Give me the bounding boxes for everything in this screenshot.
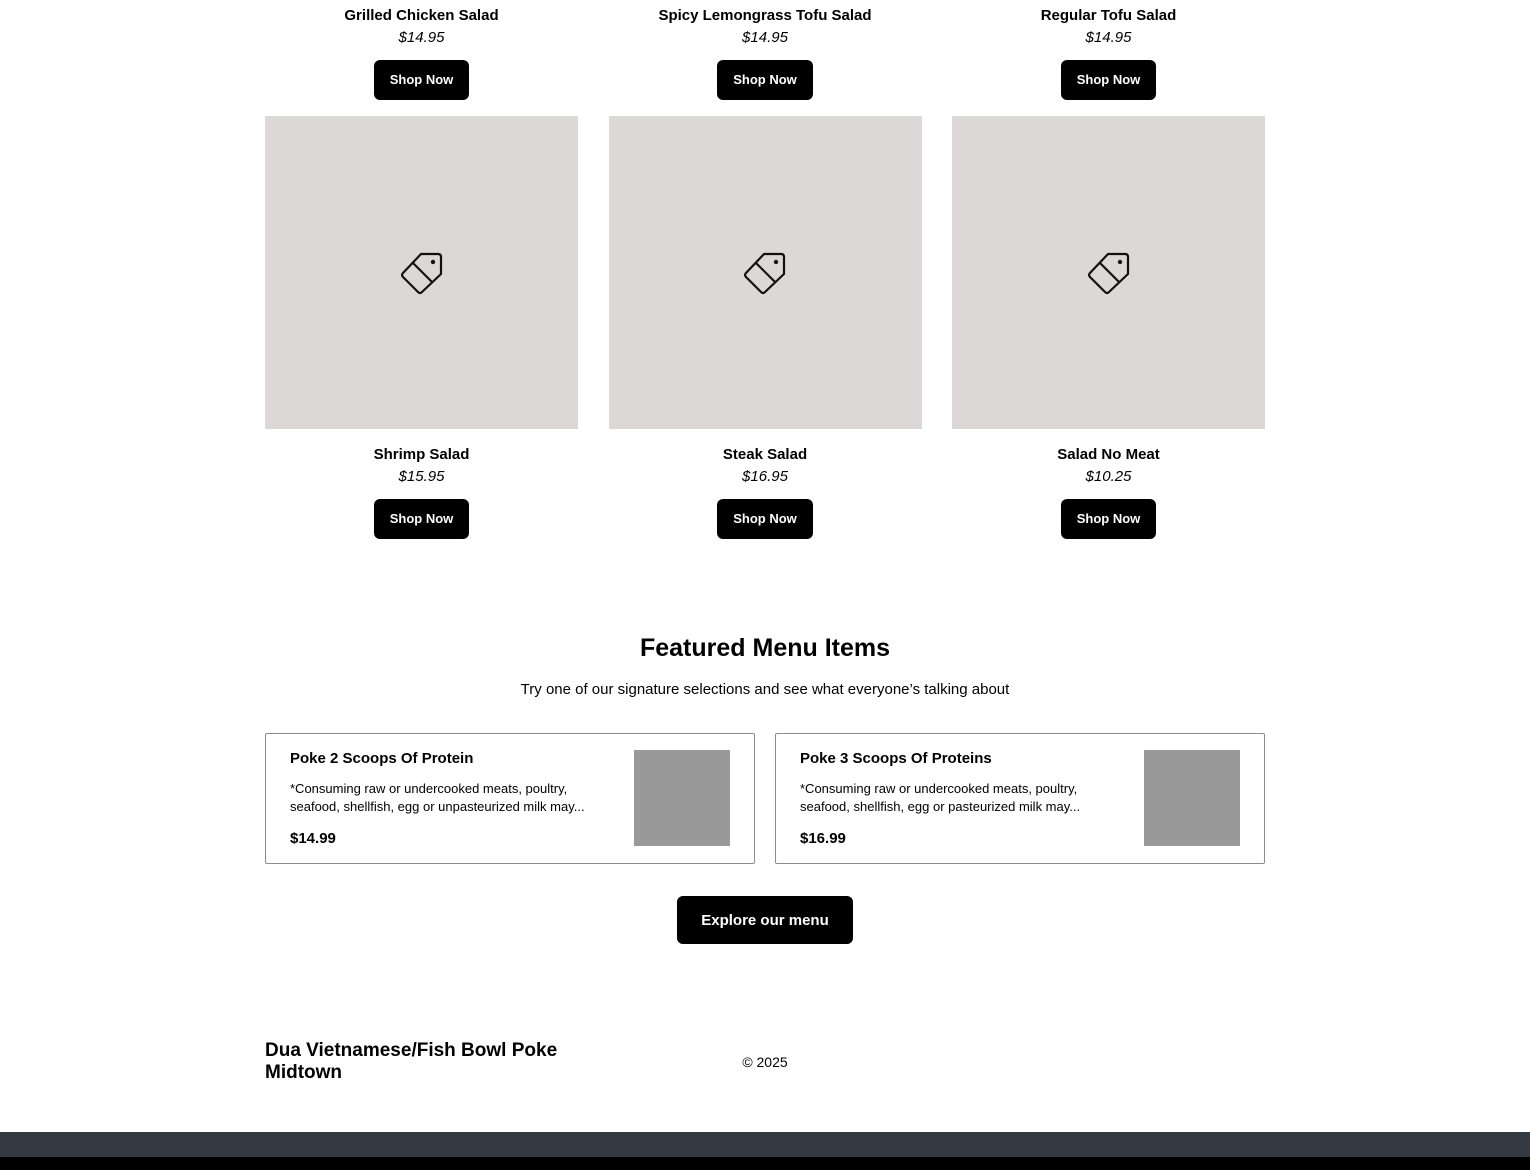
product-card — [609, 116, 922, 539]
product-price: $14.95 — [398, 29, 445, 46]
product-name[interactable]: Spicy Lemongrass Tofu Salad — [658, 7, 872, 24]
shop-now-button[interactable]: Shop Now — [717, 60, 813, 100]
featured-section — [265, 630, 1265, 944]
tag-icon — [1087, 251, 1131, 295]
featured-subtitle: Try one of our signature selections and see what everyone’s talking about — [520, 681, 1010, 698]
featured-item-card[interactable] — [775, 733, 1265, 864]
shop-now-button[interactable]: Shop Now — [1061, 60, 1157, 100]
product-price: $16.95 — [742, 468, 788, 485]
bottom-strip — [0, 1157, 1530, 1170]
product-name[interactable]: Salad No Meat — [1057, 446, 1160, 463]
shop-now-button[interactable]: Shop Now — [1061, 499, 1157, 539]
product-price: $14.95 — [742, 29, 788, 46]
featured-item-name: Poke 3 Scoops Of Proteins — [800, 750, 992, 767]
product-image-placeholder[interactable] — [952, 116, 1265, 429]
explore-menu-button[interactable]: Explore our menu — [677, 896, 853, 944]
product-card — [265, 116, 578, 539]
product-name[interactable]: Shrimp Salad — [373, 446, 470, 463]
product-name[interactable]: Regular Tofu Salad — [1040, 7, 1177, 24]
product-price: $15.95 — [398, 468, 445, 485]
shop-now-button[interactable]: Shop Now — [374, 499, 470, 539]
shop-now-button[interactable]: Shop Now — [374, 60, 470, 100]
product-card — [609, 0, 922, 100]
featured-item-price: $14.99 — [290, 830, 336, 847]
featured-item-card[interactable] — [265, 733, 755, 864]
product-card — [952, 0, 1265, 100]
tag-icon — [743, 251, 787, 295]
featured-title: Featured Menu Items — [639, 634, 891, 662]
bottom-bar — [0, 1132, 1530, 1157]
footer-copyright: © 2025 — [742, 1054, 788, 1070]
product-row-top — [265, 0, 1265, 110]
tag-icon — [400, 251, 444, 295]
featured-item-price: $16.99 — [800, 830, 846, 847]
product-price: $14.95 — [1085, 29, 1132, 46]
featured-item-description: *Consuming raw or undercooked meats, poultry, seafood, shellfish, egg or unpasteurized milk may... — [290, 781, 585, 814]
featured-item-description: *Consuming raw or undercooked meats, poultry, seafood, shellfish, egg or pasteurized milk may... — [800, 781, 1081, 814]
footer-brand: Dua Vietnamese/Fish Bowl Poke Midtown — [265, 1040, 558, 1083]
shop-now-button[interactable]: Shop Now — [717, 499, 813, 539]
product-price: $10.25 — [1085, 468, 1132, 485]
product-image-placeholder[interactable] — [609, 116, 922, 429]
product-row — [265, 116, 1265, 539]
featured-item-image — [1144, 750, 1240, 846]
featured-item-image — [634, 750, 730, 846]
featured-item-name: Poke 2 Scoops Of Protein — [290, 750, 474, 767]
product-name[interactable]: Steak Salad — [722, 446, 808, 463]
product-image-placeholder[interactable] — [265, 116, 578, 429]
product-name[interactable]: Grilled Chicken Salad — [344, 7, 499, 24]
product-card — [265, 0, 578, 100]
footer — [265, 1040, 1265, 1090]
product-card — [952, 116, 1265, 539]
